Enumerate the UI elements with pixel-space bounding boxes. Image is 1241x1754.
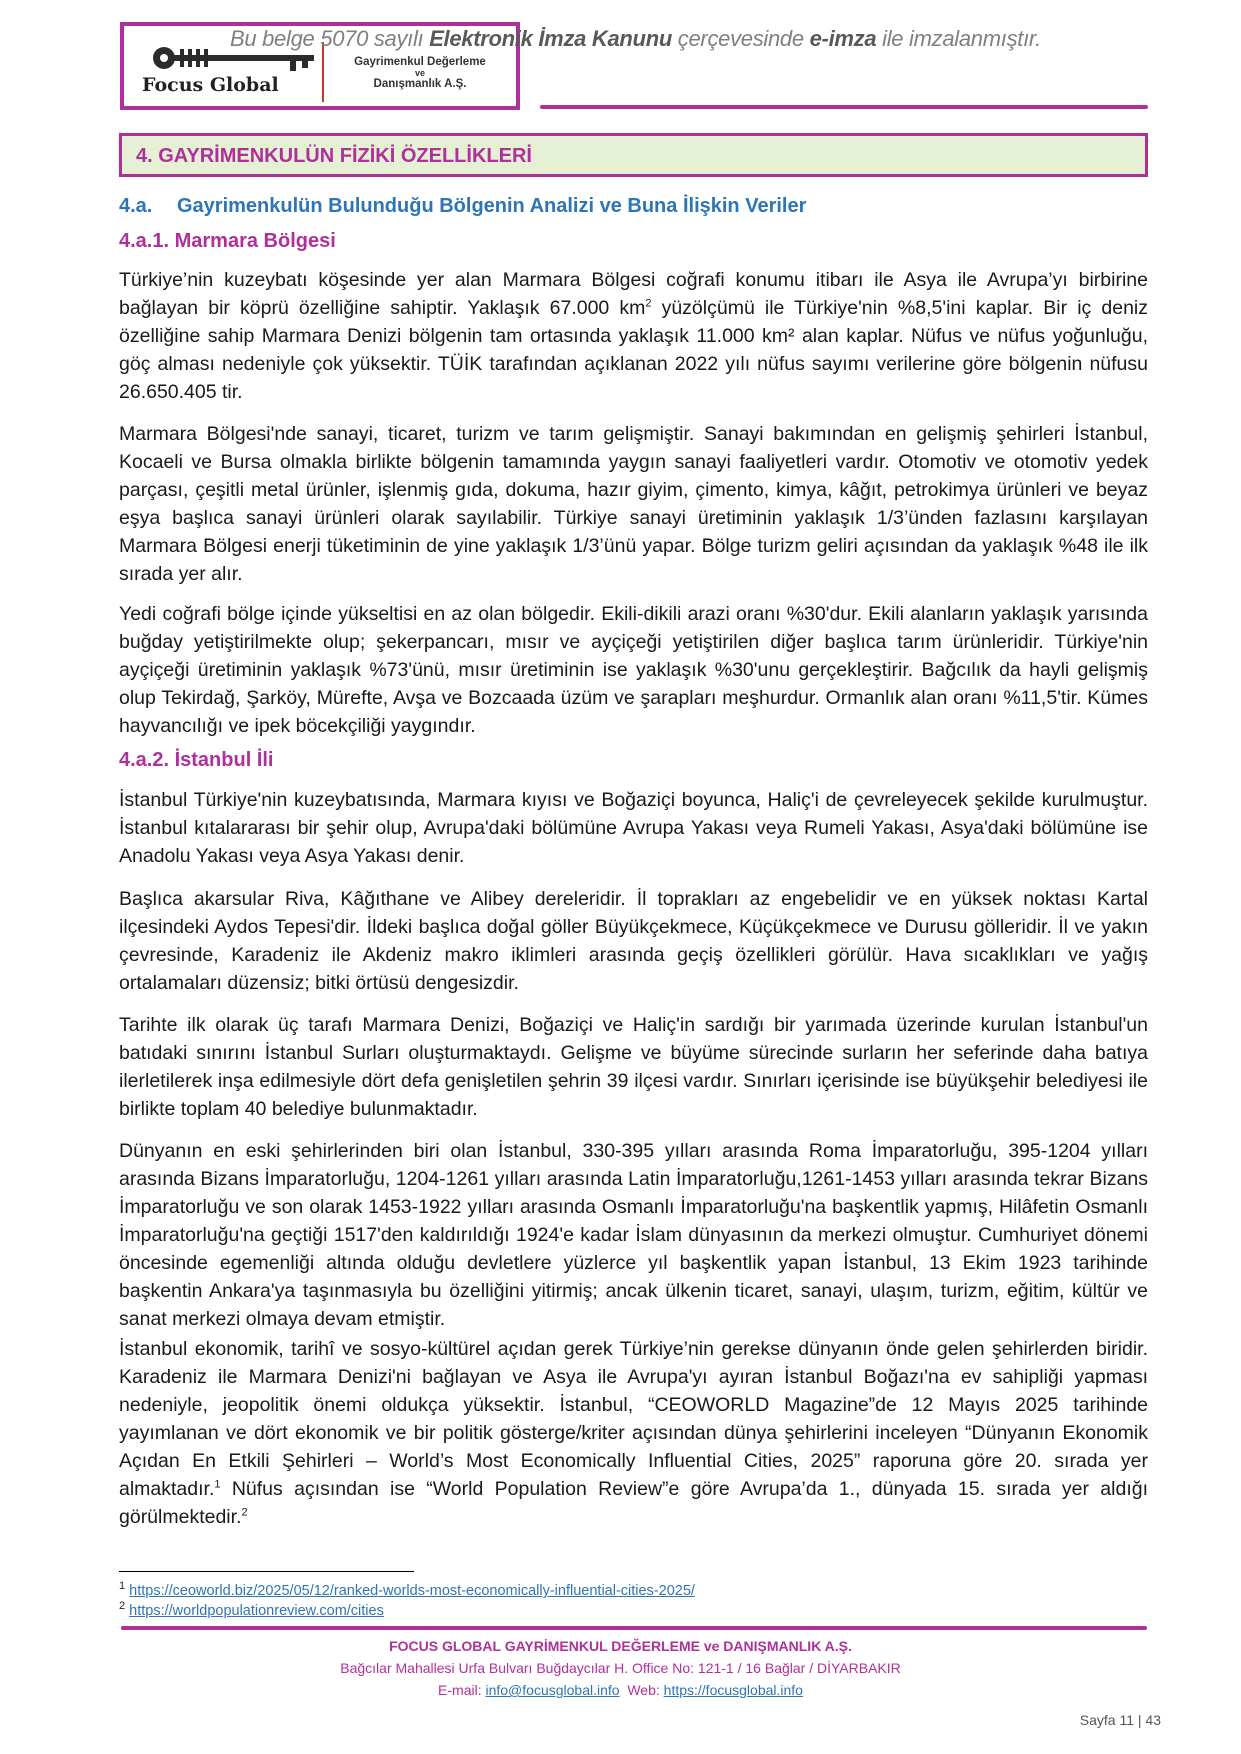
section-heading-box [119, 133, 1148, 177]
footnote-link-population-review[interactable]: https://worldpopulationreview.com/cities [129, 1603, 384, 1619]
paragraph-istanbul-location: İstanbul Türkiye'nin kuzeybatısında, Marmara kıyısı ve Boğaziçi boyunca, Haliç'i de çevreleyecek şekilde kurulmuştur. İstanbul kıtalararası bir şehir olup, Avrupa'daki bölümüne Avrupa Yakası veya Rumeli Yakası, Asya'daki bölümüne ise Anadolu Yakası veya Asya Yakası denir. [119, 789, 1148, 867]
footnote-ref-2[interactable]: 2 [241, 1506, 248, 1519]
footer-address: Bağcılar Mahallesi Urfa Bulvarı Buğdaycılar H. Office No: 121-1 / 16 Bağlar / DİYARBAKIR [340, 1660, 901, 1676]
brand-subtitle-line3: Danışmanlık A.Ş. [373, 78, 467, 90]
superscript: 2 [645, 297, 652, 310]
paragraph-text: yüzölçümü ile Türkiye'nin %8,5'ini kaplar. Bir iç deniz özelliğine sahip Marmara Denizi bölgenin tam ortasında yaklaşık 11.000 km² alan kaplar. Nüfus ve nüfus yoğunluğu, göç alması nedeniyle çok yüksektir. TÜİK tarafından açıklanan 2022 yılı nüfus sayımı verilerine göre bölgenin nüfusu 26.650.405 tir. [119, 297, 1148, 403]
paragraph-marmara-geography [119, 266, 1148, 406]
section-title: 4. GAYRİMENKULÜN FİZİKİ ÖZELLİKLERİ [136, 145, 532, 167]
subsection-title: Gayrimenkulün Bulunduğu Bölgenin Analizi ve Buna İlişkin Veriler [177, 195, 807, 217]
email-link[interactable]: info@focusglobal.info [485, 1682, 620, 1698]
footnote-1 [119, 1580, 695, 1599]
paragraph-istanbul-economy [119, 1335, 1148, 1531]
notice-law-name: Elektronik İmza Kanunu [429, 26, 672, 51]
notice-text-pre: Bu belge 5070 sayılı [230, 26, 430, 51]
website-link[interactable]: https://focusglobal.info [663, 1682, 803, 1698]
footer-company-name: FOCUS GLOBAL GAYRİMENKUL DEĞERLEME ve DANIŞMANLIK A.Ş. [389, 1638, 852, 1654]
brand-subtitle-line1: Gayrimenkul Değerleme [354, 56, 486, 68]
paragraph-text: Türkiye’nin kuzeybatı köşesinde yer alan Marmara Bölgesi coğrafi konumu itibarı ile Asya ile Avrupa’yı birbirine bağlayan bir köprü özelliğine sahiptir. Yaklaşık 67.000 km [119, 269, 1148, 319]
paragraph-istanbul-geography: Başlıca akarsular Riva, Kâğıthane ve Alibey dereleridir. İl toprakları az engebelidir ve en yüksek noktası Kartal ilçesindeki Aydos Tepesi'dir. İldeki başlıca doğal göller Büyükçekmece, Küçükçekmece ve Durusu gölleridir. İl ve yakın çevresinde, Karadeniz ile Akdeniz makro iklimleri arasında geçiş özellikleri görülür. Hava sıcaklıkları ve yağış ortalamaları düzensiz; bitki örtüsü dengesizdir. [119, 888, 1148, 994]
notice-text-post: ile imzalanmıştır. [876, 26, 1041, 51]
brand-name: Focus Global [142, 74, 279, 96]
footnote-link-ceoworld[interactable]: https://ceoworld.biz/2025/05/12/ranked-worlds-most-economically-influential-cities-2025/ [129, 1583, 695, 1599]
subsection-number: 4.a. [119, 195, 153, 217]
paragraph-marmara-agriculture: Yedi coğrafi bölge içinde yükseltisi en az olan bölgedir. Ekili-dikili arazi oranı %30'dur. Ekili alanların yaklaşık yarısında buğday yetiştirilmekte olup; şekerpancarı, mısır ve ayçiçeği yetiştirilen diğer başlıca tarım ürünleridir. Türkiye'nin ayçiçeği üretiminin yaklaşık %73'ünü, mısır üretiminin ise yaklaşık %30'unu gerçekleştirir. Bağcılık da hayli gelişmiş olup Tekirdağ, Şarköy, Mürefte, Avşa ve Bozcaada üzüm ve şarapları meşhurdur. Ormanlık alan oranı %11,5'tir. Kümes hayvancılığı ve ipek böcekçiliği yaygındır. [119, 603, 1148, 737]
notice-e-imza: e-imza [809, 26, 877, 51]
brand-subtitle-line2: ve [414, 68, 425, 78]
paragraph-text: Nüfus açısından ise “World Population Review”e göre Avrupa’da 1., dünyada 15. sırada yer aldığı görülmektedir. [119, 1478, 1148, 1528]
brand-subtitle [330, 56, 510, 91]
subsection-heading-4a2: 4.a.2. İstanbul İli [119, 749, 274, 771]
footnote-2 [119, 1600, 384, 1619]
footnote-number: 2 [119, 1600, 126, 1613]
header-rule [540, 105, 1148, 109]
paragraph-istanbul-history: Dünyanın en eski şehirlerinden biri olan İstanbul, 330-395 yılları arasında Roma İmparatorluğu, 395-1204 yılları arasında Bizans İmparatorluğu, 1204-1261 yılları arasında Latin İmparatorluğu,1261-1453 yılları arasında tekrar Bizans İmparatorluğu ve son olarak 1453-1922 yılları arasında Osmanlı İmparatorluğu'na başkentlik yapmış, Hilâfetin Osmanlı İmparatorluğu'na geçtiği 1517'den kaldırıldığı 1924'e kadar İslam dünyasının da merkezi olmuştur. Cumhuriyet dönemi öncesinde egemenliği altında olduğu devletlere yüzlerce yıl başkentlik yapan İstanbul, 13 Ekim 1923 tarihinde başkentin Ankara'ya taşınmasıyla bu özelliğini yitirmiş; ancak ülkenin ticaret, sanayi, ulaşım, turizm, eğitim, kültür ve sanat merkezi olmaya devam etmiştir. [119, 1140, 1148, 1330]
paragraph-marmara-industry: Marmara Bölgesi'nde sanayi, ticaret, turizm ve tarım gelişmiştir. Sanayi bakımından en gelişmiş şehirleri İstanbul, Kocaeli ve Bursa olmakla birlikte bölgenin tamamında yaygın sanayi faaliyetleri vardır. Otomotiv ve otomotiv yedek parçası, çeşitli metal ürünler, işlenmiş gıda, dokuma, hazır giyim, çimento, kimya, kâğıt, petrokimya ürünleri ve beyaz eşya başlıca sanayi ürünleri olarak sayılabilir. Türkiye sanayi üretiminin yaklaşık 1/3’ünden fazlasını karşılayan Marmara Bölgesi enerji tüketiminin de yine yaklaşık 1/3’ünü yapar. Bölge turizm geliri açısından da yaklaşık %48 ile ilk sırada yer alır. [119, 423, 1148, 585]
subsection-heading-4a1: 4.a.1. Marmara Bölgesi [119, 230, 336, 252]
notice-text-mid: çerçevesinde [671, 26, 810, 51]
email-label: E-mail: [438, 1682, 486, 1698]
footer-rule [121, 1626, 1147, 1630]
paragraph-text: İstanbul ekonomik, tarihî ve sosyo-kültürel açıdan gerek Türkiye’nin gerekse dünyanın önde gelen şehirlerden biridir. Karadeniz ile Marmara Denizi'ni bağlayan ve Asya ile Avrupa'yı ayıran İstanbul Boğazı'na ev sahipliği yapması nedeniyle, jeopolitik önemi oldukça yüksektir. İstanbul, “CEOWORLD Magazine”de 12 Mayıs 2025 tarihinde yayımlanan ve dört ekonomik ve bir politik gösterge/kriter açısından dünya şehirlerini inceleyen “Dünyanın Ekonomik Açıdan En Etkili Şehirleri – World’s Most Economically Influential Cities, 2025” raporuna göre 20. sırada yer almaktadır. [119, 1338, 1148, 1500]
page-number: Sayfa 11 | 43 [1079, 1712, 1161, 1728]
web-label: Web: [619, 1682, 664, 1698]
footnote-ref-1[interactable]: 1 [214, 1478, 221, 1491]
paragraph-istanbul-walls: Tarihte ilk olarak üç tarafı Marmara Denizi, Boğaziçi ve Haliç'in sardığı bir yarımada üzerinde kurulan İstanbul'un batıdaki sınırını İstanbul Surları oluşturmaktaydı. Gelişme ve büyüme sürecinde surların her seferinde daha batıya ilerletilerek inşa edilmesiyle dört defa genişletilen şehrin 39 ilçesi vardır. Sınırları içerisinde ise büyükşehir belediyesi ile birlikte toplam 40 belediye bulunmaktadır. [119, 1014, 1148, 1120]
subsection-heading-4a [119, 195, 806, 218]
footer-contact [0, 1682, 1241, 1698]
e-signature-notice [230, 26, 1041, 52]
footnote-separator [119, 1571, 414, 1572]
footnote-number: 1 [119, 1580, 126, 1593]
